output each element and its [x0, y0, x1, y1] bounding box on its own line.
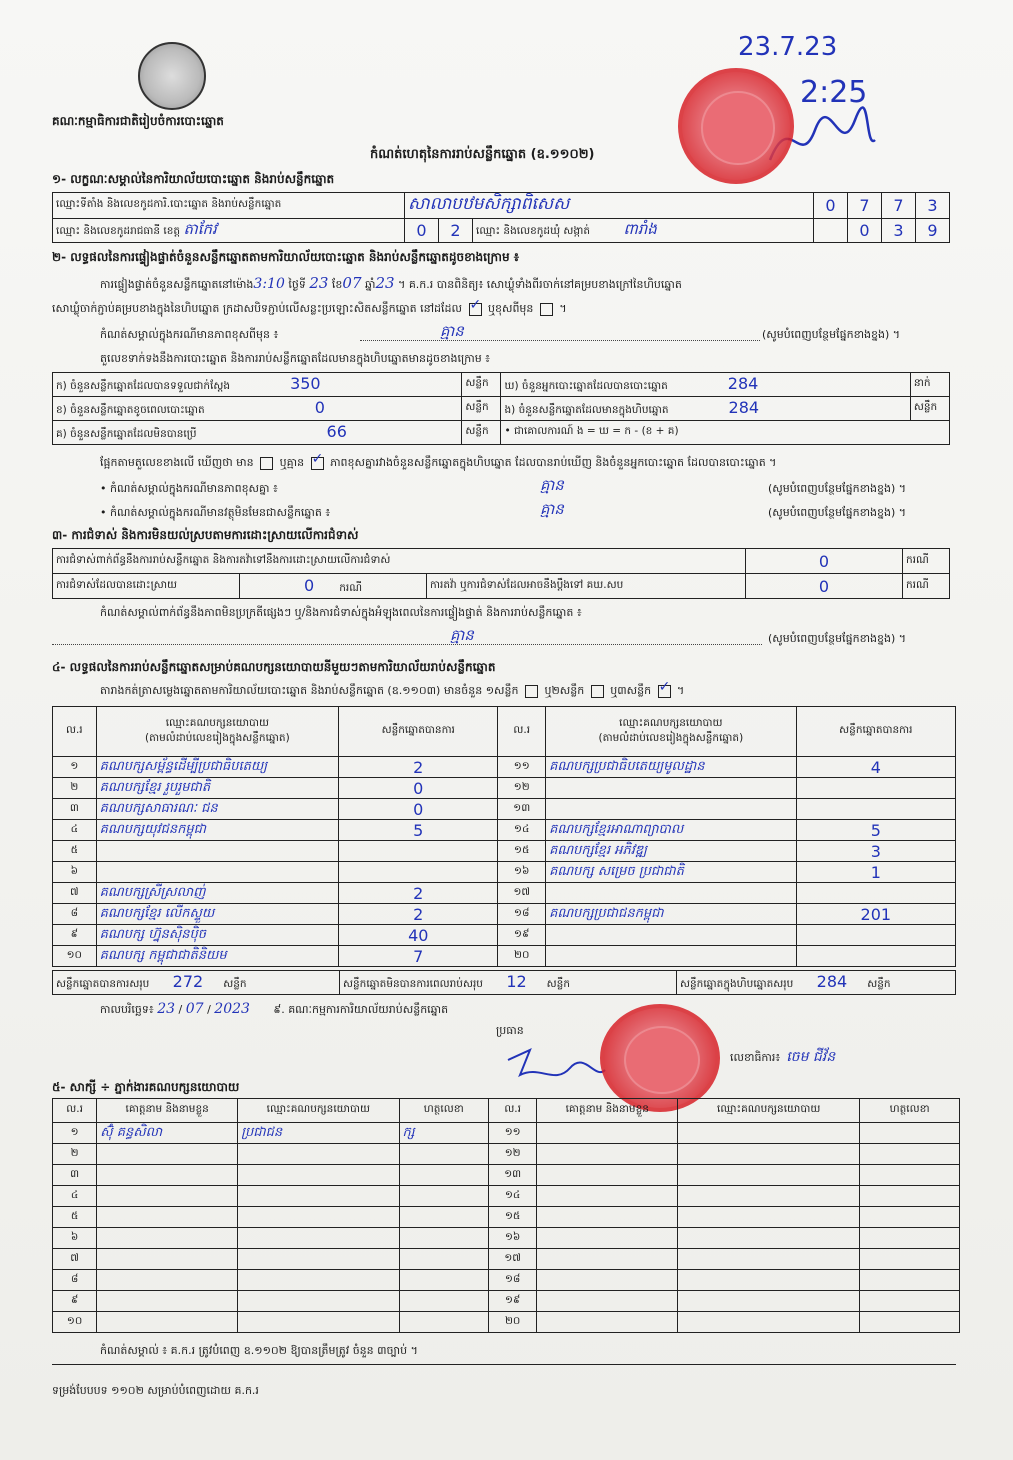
witness-signature: [399, 1228, 488, 1249]
witness-name: [97, 1144, 238, 1165]
resolved-count: 0 ករណី: [240, 574, 427, 599]
province-label: ឈ្មោះ និងលេខកូដរាជធានី ខេត្ត តាកែវ: [53, 219, 405, 243]
party-votes: 0: [339, 799, 498, 820]
code-digit: 7: [848, 193, 882, 219]
chair-signature-icon: [500, 1040, 610, 1090]
appeal-count: 0: [746, 574, 903, 599]
party-votes: [796, 883, 955, 904]
location-label: ឈ្មោះទីតាំង និងលេខកូដការិ.បោះឆ្នោត និងរាប់សន្លឹកឆ្នោត: [53, 193, 405, 219]
official-stamp-icon: [600, 1004, 720, 1112]
handwritten-time: 2:25: [800, 75, 868, 110]
witness-signature: [860, 1144, 960, 1165]
table-row: [53, 778, 956, 799]
figure-unused-label: គ) ចំនួនសន្លឹកឆ្នោតដែលមិនបានប្រើ 66: [53, 421, 462, 445]
table-row: [53, 946, 956, 967]
row-no: ៦: [53, 1228, 97, 1249]
row-no: ៣: [53, 799, 97, 820]
party-name: [546, 799, 797, 820]
witness-name: [97, 1186, 238, 1207]
handwritten-date: 23.7.23: [738, 32, 838, 62]
col-votes: សន្លឹកឆ្នោតបានការ: [339, 707, 498, 757]
party-name: គណបក្សសម្ព័ន្ធដើម្បីប្រជាធិបតេយ្យ: [96, 757, 338, 778]
row-no: ៨: [53, 1270, 97, 1291]
party-votes: [796, 799, 955, 820]
form-footer: ទម្រង់បែបបទ ១១០២ សម្រាប់បំពេញដោយ គ.ក.រ: [52, 1384, 259, 1397]
party-name: [96, 862, 338, 883]
code-digit: 3: [916, 193, 950, 219]
col-votes: សន្លឹកឆ្នោតបានការ: [796, 707, 955, 757]
footnote: កំណត់សម្គាល់ ៖ គ.ក.រ ត្រូវបំពេញ ឧ.១១០២ ឱ្យបានត្រឹមត្រូវ ចំនួន ៣ច្បាប់ ។: [100, 1344, 418, 1357]
fill-back-hint: (សូមបំពេញបន្ថែមផ្នែកខាងខ្នង) ។: [768, 482, 907, 495]
unit-label: នាក់: [910, 373, 949, 397]
row-no: ៦: [53, 862, 97, 883]
witness-signature: [399, 1165, 488, 1186]
table-row: [53, 841, 956, 862]
party-name: [546, 946, 797, 967]
section2-title: ២- លទ្ធផលនៃការផ្ទៀងផ្ទាត់ចំនួនសន្លឹកឆ្នោតតាមការិយាល័យបោះឆ្នោត និងរាប់សន្លឹកឆ្នោតដូចខាងក្រោម ៖: [52, 250, 520, 264]
commune-code-digit: 9: [916, 219, 950, 243]
witness-signature: [860, 1207, 960, 1228]
totals-table: [52, 970, 956, 995]
row-no: ៥: [53, 1207, 97, 1228]
row-no: ៧: [53, 883, 97, 904]
unit-label: សន្លឹក: [910, 397, 949, 421]
party-name: គណបក្សប្រជាធិបតេយ្យមូលដ្ឋាន: [546, 757, 797, 778]
verification-line: ការផ្ទៀងផ្ទាត់ចំនួនសន្លឹកឆ្នោតនៅម៉ោង3:10 ថ្ងៃទី 23 ខែ07 ឆ្នាំ23 ។ គ.ក.រ បានពិនិត្យ៖ សោឃ្លុំទាំងពីរចាក់នៅគម្របខាងក្រៅនៃហិបឆ្នោត: [100, 274, 682, 292]
party-votes: 5: [339, 820, 498, 841]
party-name: គណបក្សខ្មែរ លើកស្ទួយ: [96, 904, 338, 925]
party-name: គណបក្សយុវជនកម្ពុជា: [96, 820, 338, 841]
party-votes: 0: [339, 778, 498, 799]
party-votes: 3: [796, 841, 955, 862]
witness-party: [678, 1123, 860, 1144]
resolved-label: ការជំទាស់ដែលបានដោះស្រាយ: [53, 574, 240, 599]
party-name: គណបក្សខ្មែរអាណាព្យាបាល: [546, 820, 797, 841]
table-row: [53, 1165, 960, 1186]
province-code-digit: 0: [405, 219, 439, 243]
row-no: ១៨: [498, 904, 546, 925]
witness-signature: [860, 1123, 960, 1144]
witness-name: [97, 1249, 238, 1270]
witness-party: [678, 1207, 860, 1228]
col-no: ល.រ: [53, 1099, 97, 1123]
row-no: ១៦: [498, 862, 546, 883]
witness-party: [678, 1228, 860, 1249]
witness-signature: [399, 1291, 488, 1312]
col-party: ឈ្មោះគណបក្សនយោបាយ (តាមលំដាប់លេខរៀងក្នុងសន្លឹកឆ្នោត): [96, 707, 338, 757]
witness-name: [537, 1270, 678, 1291]
appeal-label: ការតវ៉ា ឬការជំទាស់ដែលអាចនឹងប្តឹងទៅ គឃ.សប: [427, 574, 746, 599]
objection-count: 0: [746, 549, 903, 574]
party-votes: 201: [796, 904, 955, 925]
total-inbox: សន្លឹកឆ្នោតក្នុងហិបឆ្នោតសរុប 284 សន្លឹក: [677, 971, 956, 995]
col-party: ឈ្មោះគណបក្សនយោបាយ (តាមលំដាប់លេខរៀងក្នុងសន្លឹកឆ្នោត): [546, 707, 797, 757]
difference-note-value: គ្មាន: [440, 322, 464, 340]
objections-table: [52, 548, 950, 599]
party-name: គណបក្សខ្មែរ អភិវឌ្ឍ: [546, 841, 797, 862]
table-row: [53, 799, 956, 820]
witness-party: [678, 1186, 860, 1207]
row-no: ១៧: [488, 1249, 536, 1270]
row-no: ១៤: [488, 1186, 536, 1207]
party-name: [546, 925, 797, 946]
section1-title: ១- លក្ខណៈសម្គាល់នៃការិយាល័យបោះឆ្នោត និងរាប់សន្លឹកឆ្នោត: [52, 172, 335, 186]
difference-note-label: កំណត់សម្គាល់ក្នុងករណីមានភាពខុសពីមុន ៖: [100, 328, 279, 341]
witness-party: [678, 1144, 860, 1165]
location-table: [52, 192, 950, 243]
signing-date: កាលបរិច្ឆេទ៖ 23 / 07 / 2023 ៩. គណៈកម្មការការិយាល័យរាប់សន្លឹកឆ្នោត: [100, 1001, 449, 1017]
witness-signature: [860, 1291, 960, 1312]
changed-checkbox[interactable]: [540, 303, 553, 316]
witness-name: ស៊ុំ គន្ធសិលា: [97, 1123, 238, 1144]
province-code-digit: 2: [439, 219, 473, 243]
witness-signature: [399, 1312, 488, 1333]
witness-name: [537, 1186, 678, 1207]
table-row: [53, 862, 956, 883]
no-difference-checkbox[interactable]: ✓: [311, 457, 324, 470]
witness-party: [238, 1291, 399, 1312]
official-stamp-icon: [678, 68, 794, 184]
witness-name: [97, 1228, 238, 1249]
commune-code-digit: 3: [882, 219, 916, 243]
figure-received-label: ក) ចំនួនសន្លឹកឆ្នោតដែលបានទទួលជាក់ស្តែង 350: [53, 373, 462, 397]
total-invalid: សន្លឹកឆ្នោតមិនបានការពេលរាប់សរុប 12 សន្លឹក: [340, 971, 677, 995]
commune-label: ឈ្មោះ និងលេខកូដឃុំ សង្កាត់ ពារាំង: [473, 219, 814, 243]
party-votes: 40: [339, 925, 498, 946]
national-emblem-icon: [138, 42, 206, 110]
witness-party: [238, 1312, 399, 1333]
unit-label: ករណី: [903, 574, 950, 599]
row-no: ១២: [498, 778, 546, 799]
witness-name: [537, 1144, 678, 1165]
witness-name: [97, 1165, 238, 1186]
row-no: ៤: [53, 820, 97, 841]
witness-party: [678, 1291, 860, 1312]
two-sheets-checkbox[interactable]: [591, 685, 604, 698]
witness-signature: [860, 1249, 960, 1270]
figures-intro: តួលេខទាក់ទងនឹងការបោះឆ្នោត និងការរាប់សន្លឹកឆ្នោតដែលមានក្នុងហិបឆ្នោតមានដូចខាងក្រោម ៖: [100, 352, 491, 365]
row-no: ៩: [53, 925, 97, 946]
figures-table: [52, 372, 950, 445]
witness-party: ប្រជាជន: [238, 1123, 399, 1144]
secretary-label: លេខាធិការ៖ ចេម ជីវ័ន: [730, 1049, 836, 1065]
formula-note: • ជាគោលការណ៍ ង = ឃ = ក - (ខ + គ): [501, 421, 950, 445]
party-votes: 1: [796, 862, 955, 883]
row-no: ៥: [53, 841, 97, 862]
table-row: [53, 1249, 960, 1270]
row-no: ១០: [53, 1312, 97, 1333]
col-no: ល.រ: [488, 1099, 536, 1123]
witness-signature: [399, 1186, 488, 1207]
row-no: ៩: [53, 1291, 97, 1312]
row-no: ២: [53, 1144, 97, 1165]
code-digit: 7: [882, 193, 916, 219]
witness-name: [537, 1207, 678, 1228]
witness-signature: [860, 1270, 960, 1291]
witness-signature: [860, 1228, 960, 1249]
section5-title: ៥- សាក្សី ÷ ភ្នាក់ងារគណបក្សនយោបាយ: [52, 1080, 240, 1094]
row-no: ១៤: [498, 820, 546, 841]
figure-inbox-label: ង) ចំនួនសន្លឹកឆ្នោតដែលមានក្នុងហិបឆ្នោត 284: [501, 397, 910, 421]
table-row: [53, 1123, 960, 1144]
tally-sheet-line: តារាងកត់ត្រាសម្លេងឆ្នោតតាមការិយាល័យបោះឆ្នោត និងរាប់សន្លឹកឆ្នោត (ឧ.១១០៣) មានចំនួន ១សន្លឹក ឬ២សន្លឹក ឬ៣សន្លឹក ✓ ។: [100, 678, 685, 697]
party-votes: 2: [339, 904, 498, 925]
party-votes: [339, 862, 498, 883]
total-valid: សន្លឹកឆ្នោតបានការសរុប 272 សន្លឹក: [53, 971, 340, 995]
row-no: ៧: [53, 1249, 97, 1270]
fill-back-hint: (សូមបំពេញបន្ថែមផ្នែកខាងខ្នង) ។: [768, 632, 907, 645]
figure-voters-label: ឃ) ចំនួនអ្នកបោះឆ្នោតដែលបានបោះឆ្នោត 284: [501, 373, 910, 397]
party-name: គណបក្ស កម្ពុជាជាតិនិយម: [96, 946, 338, 967]
row-no: ១៦: [488, 1228, 536, 1249]
unit-label: ករណី: [903, 549, 950, 574]
irregularity-note: កំណត់សម្គាល់ពាក់ព័ន្ធនឹងភាពមិនប្រក្រតីផ្សេងៗ ឬ/និងការជំទាស់ក្នុងអំឡុងពេលនៃការផ្ទៀងផ្ទាត់ និងការរាប់សន្លឹកឆ្នោត ៖: [100, 606, 582, 619]
witness-table: [52, 1098, 960, 1333]
col-party: ឈ្មោះគណបក្សនយោបាយ: [238, 1099, 399, 1123]
party-votes: [339, 841, 498, 862]
row-no: ២០: [488, 1312, 536, 1333]
table-row: [53, 1144, 960, 1165]
one-sheet-checkbox[interactable]: [525, 685, 538, 698]
row-no: ១៩: [488, 1291, 536, 1312]
row-no: ១: [53, 1123, 97, 1144]
witness-signature: [399, 1270, 488, 1291]
witness-name: [97, 1207, 238, 1228]
figure-spoiled-label: ខ) ចំនួនសន្លឹកឆ្នោតខូចពេលបោះឆ្នោត 0: [53, 397, 462, 421]
witness-signature: ក្ស: [399, 1123, 488, 1144]
unit-label: សន្លឹក: [462, 397, 501, 421]
commission-name: គណៈកម្មាធិការជាតិរៀបចំការបោះឆ្នោត: [52, 114, 224, 128]
witness-party: [678, 1312, 860, 1333]
party-votes: 7: [339, 946, 498, 967]
row-no: ២០: [498, 946, 546, 967]
col-no: ល.រ: [498, 707, 546, 757]
witness-party: [238, 1249, 399, 1270]
witness-party: [678, 1270, 860, 1291]
witness-party: [238, 1165, 399, 1186]
table-row: [53, 1186, 960, 1207]
witness-name: [537, 1165, 678, 1186]
row-no: ១១: [488, 1123, 536, 1144]
party-name: [546, 778, 797, 799]
row-no: ២: [53, 778, 97, 799]
section4-title: ៤- លទ្ធផលនៃការរាប់សន្លឹកឆ្នោតសម្រាប់គណបក្សនយោបាយនីមួយៗតាមការិយាល័យរាប់សន្លឹកឆ្នោត: [52, 660, 496, 674]
row-no: ១០: [53, 946, 97, 967]
witness-party: [238, 1144, 399, 1165]
row-no: ១៨: [488, 1270, 536, 1291]
witness-signature: [860, 1312, 960, 1333]
party-name: គណបក្សសាធារណៈ ជន: [96, 799, 338, 820]
location-value: សាលាបឋមសិក្សាពិសេស: [405, 193, 814, 219]
witness-party: [238, 1228, 399, 1249]
seal-check-line: សោឃ្លុំចាក់ភ្ជាប់គម្របខាងក្នុងនៃហិបឆ្នោត ក្រដាសបិទភ្ជាប់លើសន្លះប្រឡោះសិតសន្លឹកឆ្នោត នៅដដែល ✓ ឬខុសពីមុន ។: [52, 296, 567, 315]
witness-name: [537, 1228, 678, 1249]
witness-name: [537, 1123, 678, 1144]
party-name: គណបក្សស្រីស្រលាញ់: [96, 883, 338, 904]
difference-bullet-value: គ្មាន: [540, 476, 564, 494]
row-no: ១៩: [498, 925, 546, 946]
witness-signature: [860, 1186, 960, 1207]
party-votes: 5: [796, 820, 955, 841]
witness-signature: [860, 1165, 960, 1186]
foreign-object-bullet: • កំណត់សម្គាល់ក្នុងករណីមានវត្ថុមិនមែនជាសន្លឹកឆ្នោត ៖: [100, 506, 331, 519]
unit-label: សន្លឹក: [462, 373, 501, 397]
witness-party: [238, 1186, 399, 1207]
table-row: [53, 883, 956, 904]
row-no: ១២: [488, 1144, 536, 1165]
irregularity-note-value: គ្មាន: [450, 626, 474, 644]
party-votes: [796, 946, 955, 967]
table-row: [53, 1228, 960, 1249]
fill-back-hint: (សូមបំពេញបន្ថែមផ្នែកខាងខ្នង) ។: [762, 328, 901, 341]
witness-name: [537, 1291, 678, 1312]
table-row: [53, 904, 956, 925]
difference-line: ផ្អែកតាមតួលេខខាងលើ ឃើញថា មាន ឬគ្មាន ✓ ភាពខុសគ្នារវាងចំនួនសន្លឹកឆ្នោតក្នុងហិបឆ្នោត ដែលបានរាប់ឃើញ និងចំនួនអ្នកបោះឆ្នោត ដែលបានបោះឆ្នោត ។: [100, 450, 777, 469]
party-votes: 4: [796, 757, 955, 778]
table-row: [53, 1270, 960, 1291]
col-sign: ហត្ថលេខា: [399, 1099, 488, 1123]
witness-party: [238, 1270, 399, 1291]
row-no: ៤: [53, 1186, 97, 1207]
objection-label: ការជំទាស់ពាក់ព័ន្ធនឹងការរាប់សន្លឹកឆ្នោត និងការតវ៉ាទៅនឹងការដោះស្រាយលើការជំទាស់: [53, 549, 746, 574]
col-no: ល.រ: [53, 707, 97, 757]
col-name: គោត្តនាម និងនាមខ្លួន: [537, 1099, 678, 1123]
table-row: [53, 820, 956, 841]
party-results-table: [52, 706, 956, 967]
party-name: [96, 841, 338, 862]
witness-signature: [399, 1144, 488, 1165]
unchanged-checkbox[interactable]: ✓: [469, 303, 482, 316]
section3-title: ៣- ការជំទាស់ និងការមិនយល់ស្របតាមការដោះស្រាយលើការជំទាស់: [52, 528, 359, 542]
party-name: គណបក្ស ហ្វ៊ុនស៊ិនប៉ិច: [96, 925, 338, 946]
party-votes: 2: [339, 883, 498, 904]
witness-signature: [399, 1249, 488, 1270]
witness-name: [537, 1312, 678, 1333]
party-name: គណបក្សខ្មែរ រួបរួមជាតិ: [96, 778, 338, 799]
party-name: គណបក្សប្រជាជនកម្ពុជា: [546, 904, 797, 925]
fill-back-hint: (សូមបំពេញបន្ថែមផ្នែកខាងខ្នង) ។: [768, 506, 907, 519]
table-row: [53, 925, 956, 946]
code-digit: 0: [814, 193, 848, 219]
three-sheets-checkbox[interactable]: ✓: [658, 685, 671, 698]
has-difference-checkbox[interactable]: [260, 457, 273, 470]
witness-name: [97, 1270, 238, 1291]
table-row: [53, 757, 956, 778]
commune-code-digit: 0: [848, 219, 882, 243]
party-name: គណបក្ស សម្រេច ប្រជាជាតិ: [546, 862, 797, 883]
row-no: ៨: [53, 904, 97, 925]
row-no: ១៣: [498, 799, 546, 820]
party-name: [546, 883, 797, 904]
table-row: [53, 1291, 960, 1312]
col-party: ឈ្មោះគណបក្សនយោបាយ: [678, 1099, 860, 1123]
witness-name: [97, 1312, 238, 1333]
foreign-object-value: គ្មាន: [540, 500, 564, 518]
witness-name: [97, 1291, 238, 1312]
row-no: ១៥: [498, 841, 546, 862]
witness-party: [238, 1207, 399, 1228]
form-title: កំណត់ហេតុនៃការរាប់សន្លឹកឆ្នោត (ឧ.១១០២): [370, 147, 595, 162]
party-votes: [796, 925, 955, 946]
chair-label: ប្រធាន: [496, 1024, 524, 1037]
witness-party: [678, 1249, 860, 1270]
unit-label: សន្លឹក: [462, 421, 501, 445]
table-row: [53, 1207, 960, 1228]
col-name: គោត្តនាម និងនាមខ្លួន: [97, 1099, 238, 1123]
witness-party: [678, 1165, 860, 1186]
row-no: ៣: [53, 1165, 97, 1186]
row-no: ១១: [498, 757, 546, 778]
col-sign: ហត្ថលេខា: [860, 1099, 960, 1123]
row-no: ១៣: [488, 1165, 536, 1186]
difference-bullet: • កំណត់សម្គាល់ក្នុងករណីមានភាពខុសគ្នា ៖: [100, 482, 278, 495]
witness-signature: [399, 1207, 488, 1228]
row-no: ១: [53, 757, 97, 778]
witness-name: [537, 1249, 678, 1270]
table-row: [53, 1312, 960, 1333]
row-no: ១៧: [498, 883, 546, 904]
party-votes: [796, 778, 955, 799]
party-votes: 2: [339, 757, 498, 778]
row-no: ១៥: [488, 1207, 536, 1228]
